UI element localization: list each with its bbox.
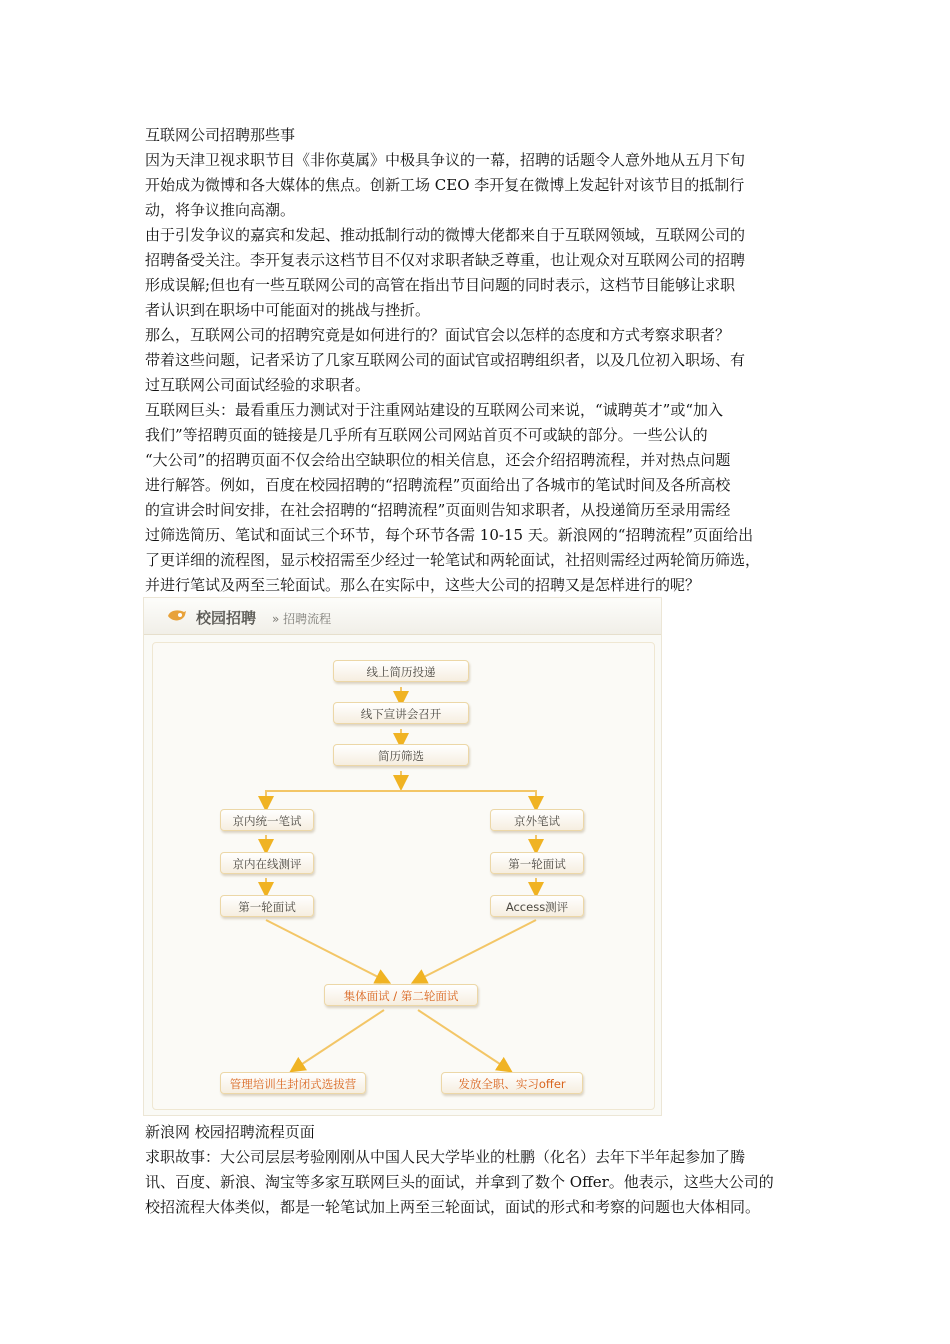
paragraph-line: 因为天津卫视求职节目《非你莫属》中极具争议的一幕，招聘的话题令人意外地从五月下旬: [145, 151, 746, 169]
paragraph-line: 那么，互联网公司的招聘究竟是如何进行的？面试官会以怎样的态度和方式考察求职者？: [145, 326, 731, 344]
figure-caption: [145, 1120, 835, 1145]
paragraph-1: [145, 148, 835, 223]
paragraph-line: 招聘备受关注。李开复表示这档节目不仅对求职者缺乏尊重，也让观众对互联网公司的招聘: [145, 251, 746, 269]
step-online-resume: 线上简历投递: [333, 660, 469, 682]
step-beijing-written-test: 京内统一笔试: [220, 809, 314, 831]
step-right-first-interview: 第一轮面试: [490, 852, 584, 874]
step-offer: 发放全职、实习offer: [441, 1072, 583, 1094]
diverge-line: [296, 1010, 384, 1068]
diverge-line: [418, 1010, 506, 1068]
step-campus-talk: 线下宣讲会召开: [333, 702, 469, 724]
paragraph-line: 的宣讲会时间安排，在社会招聘的“招聘流程”页面则告知求职者，从投递简历至录用需经: [145, 501, 731, 519]
step-resume-screening: 简历筛选: [333, 744, 469, 766]
paragraph-4: [145, 398, 835, 598]
figure-caption-text: 新浪网 校园招聘流程页面: [145, 1123, 315, 1141]
paragraph-line: 动，将争议推向高潮。: [145, 201, 296, 219]
step-beijing-online-assessment: 京内在线测评: [220, 852, 314, 874]
paragraph-2: [145, 223, 835, 323]
converge-line: [418, 920, 536, 980]
paragraph-line: 我们”等招聘页面的链接是几乎所有互联网公司网站首页不可或缺的部分。一些公认的: [145, 426, 708, 444]
paragraph-3: [145, 323, 835, 398]
paragraph-line: 形成误解;但也有一些互联网公司的高管在指出节目问题的同时表示，这档节目能够让求职: [145, 276, 736, 294]
paragraph-line: 并进行笔试及两至三轮面试。那么在实际中，这些大公司的招聘又是怎样进行的呢？: [145, 576, 701, 594]
step-group-second-interview: 集体面试 / 第二轮面试: [324, 984, 478, 1006]
recruitment-flowchart: [143, 597, 662, 1116]
split-line: [266, 791, 536, 806]
converge-line: [266, 920, 384, 980]
paragraph-line: 过筛选简历、笔试和面试三个环节，每个环节各需 10-15 天。新浪网的“招聘流程”页面给出: [145, 526, 754, 544]
flowchart-breadcrumb: » 招聘流程: [272, 612, 332, 626]
article-title: [145, 123, 835, 148]
paragraph-line: 带着这些问题，记者采访了几家互联网公司的面试官或招聘组织者，以及几位初入职场、有: [145, 351, 746, 369]
paragraph-5: [145, 1145, 835, 1220]
paragraph-line: 了更详细的流程图，显示校招需至少经过一轮笔试和两轮面试，社招则需经过两轮简历筛选，: [145, 551, 761, 569]
paragraph-line: 开始成为微博和各大媒体的焦点。创新工场 CEO 李开复在微博上发起针对该节目的抵制行: [145, 176, 745, 194]
paragraph-line: 进行解答。例如，百度在校园招聘的“招聘流程”页面给出了各城市的笔试时间及各所高校: [145, 476, 731, 494]
paragraph-line: 互联网巨头：最看重压力测试对于注重网站建设的互联网公司来说，“诚聘英才”或“加入: [145, 401, 724, 419]
article-title-text: 互联网公司招聘那些事: [145, 126, 296, 144]
paragraph-line: 校招流程大体类似，都是一轮笔试加上两至三轮面试，面试的形式和考察的问题也大体相同。: [145, 1198, 761, 1216]
step-left-first-interview: 第一轮面试: [220, 895, 314, 917]
paragraph-line: 过互联网公司面试经验的求职者。: [145, 376, 371, 394]
paragraph-line: 求职故事：大公司层层考验刚刚从中国人民大学毕业的杜鹏（化名）去年下半年起参加了腾: [145, 1148, 746, 1166]
paragraph-line: 者认识到在职场中可能面对的挑战与挫折。: [145, 301, 431, 319]
step-outside-beijing-written-test: 京外笔试: [490, 809, 584, 831]
step-management-trainee-camp: 管理培训生封闭式选拔营: [220, 1072, 366, 1094]
paragraph-line: “大公司”的招聘页面不仅会给出空缺职位的相关信息，还会介绍招聘流程，并对热点问题: [145, 451, 731, 469]
step-access-assessment: Access测评: [490, 895, 584, 917]
paragraph-line: 讯、百度、新浪、淘宝等多家互联网巨头的面试，并拿到了数个 Offer。他表示，这些大公司的: [145, 1173, 774, 1191]
paragraph-line: 由于引发争议的嘉宾和发起、推动抵制行动的微博大佬都来自于互联网领域，互联网公司的: [145, 226, 746, 244]
flowchart-header-title: 校园招聘: [196, 609, 257, 627]
